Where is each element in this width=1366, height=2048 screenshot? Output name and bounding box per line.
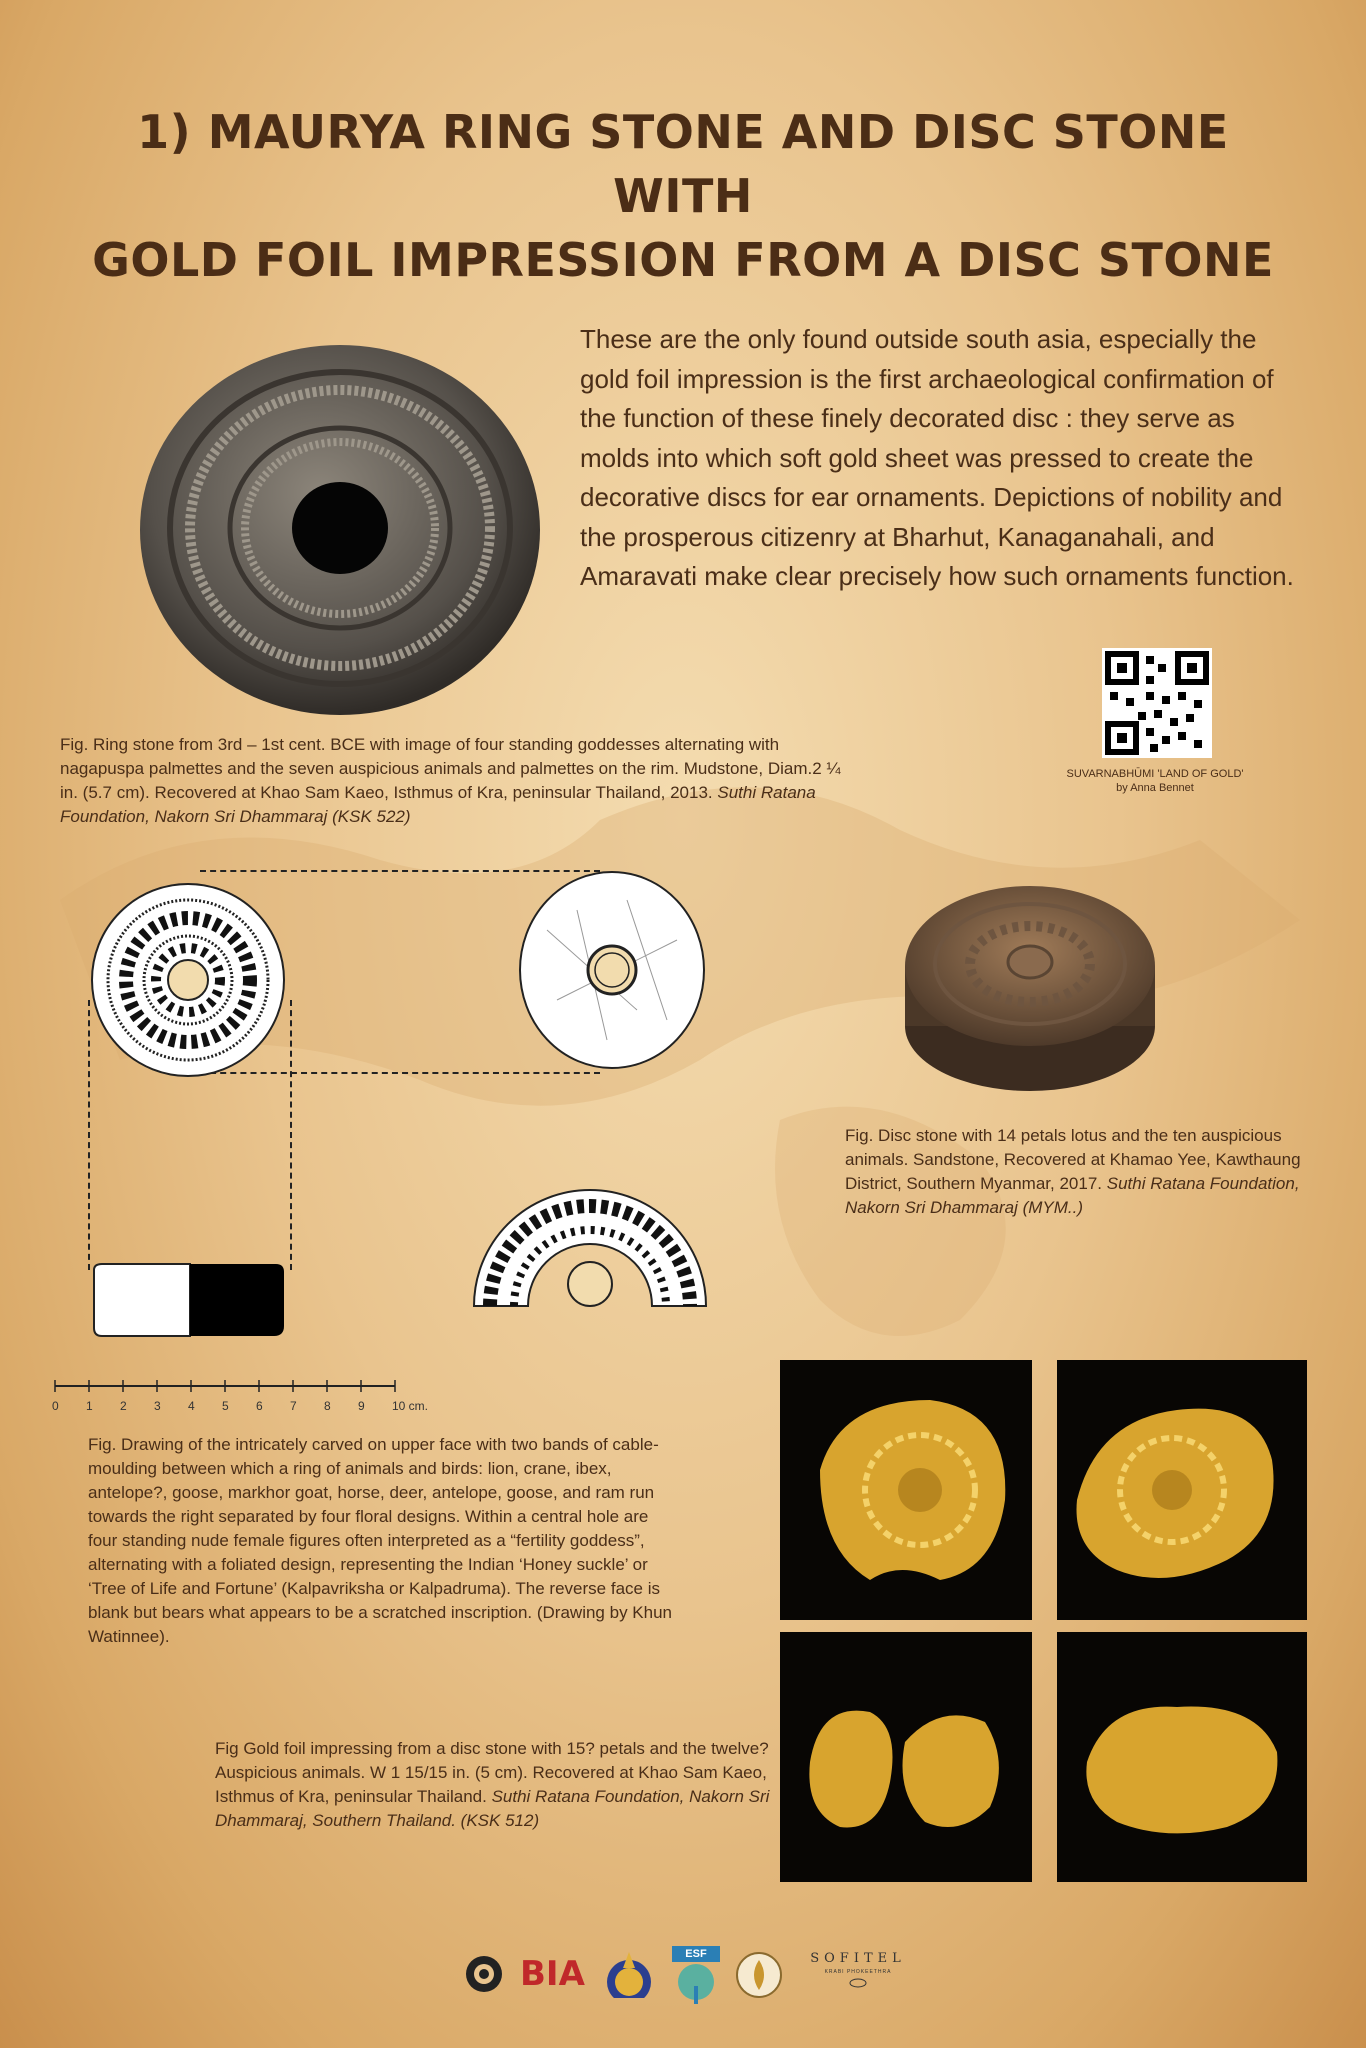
university-seal-icon bbox=[602, 1950, 656, 1998]
esf-tree-icon bbox=[672, 1962, 720, 2006]
sofitel-emblem-icon bbox=[848, 1977, 868, 1989]
disc-stone-photo bbox=[900, 876, 1160, 1096]
title-line-2: GOLD FOIL IMPRESSION FROM A DISC STONE bbox=[92, 233, 1274, 287]
drawing-top-face bbox=[88, 880, 288, 1080]
scale-tick-label: 4 bbox=[188, 1399, 195, 1413]
ring-stone-photo bbox=[130, 340, 550, 720]
title-line-1: 1) MAURYA RING STONE AND DISC STONE WITH bbox=[137, 105, 1229, 223]
esf-logo bbox=[672, 1946, 720, 2008]
scale-tick-label: 3 bbox=[154, 1399, 161, 1413]
disc-caption-text: Fig. Disc stone with 14 petals lotus and the ten auspicious animals. Sandstone, Recovered at Khamao Yee, Kawthaung District, Southern Myanmar, 2017. bbox=[845, 1126, 1301, 1193]
page-title bbox=[60, 100, 1306, 292]
drawing-half-section bbox=[470, 1180, 710, 1310]
gold-foil-photo-2 bbox=[1057, 1360, 1307, 1620]
scale-tick-label: 0 bbox=[52, 1399, 59, 1413]
scale-tick-label: 8 bbox=[324, 1399, 331, 1413]
scale-tick-label: 9 bbox=[358, 1399, 365, 1413]
gold-foil-photo-3 bbox=[780, 1632, 1032, 1882]
crest-logo-icon bbox=[734, 1950, 784, 1998]
gold-foil-photo-1 bbox=[780, 1360, 1032, 1620]
gold-caption-credit: Suthi Ratana Foundation, Nakorn Sri Dhammaraj, Southern Thailand. (KSK 512) bbox=[215, 1787, 770, 1830]
ring-caption-text: Fig. Ring stone from 3rd – 1st cent. BCE with image of four standing goddesses alternating with nagapuspa palmettes and the seven auspicious animals and palmettes on the rim. Mudstone, Diam.2 ¼ in. (5.7 cm). Recovered at Khao Sam Kaeo, Isthmus of Kra, peninsular Thailand, 2013. bbox=[60, 735, 841, 802]
gold-foil-photo-4 bbox=[1057, 1632, 1307, 1882]
gold-foil-caption bbox=[215, 1737, 775, 1833]
ring-caption-credit: Suthi Ratana Foundation, Nakorn Sri Dhammaraj (KSK 522) bbox=[60, 783, 816, 826]
sofitel-sub-text: KRABI PHOKEETHRA bbox=[824, 1969, 892, 1975]
scale-ticks bbox=[52, 1380, 428, 1413]
qr-code-icon[interactable] bbox=[1102, 648, 1212, 758]
intro-paragraph: These are the only found outside south asia, especially the gold foil impression is the first archaeological confirmation of the function of these finely decorated disc : they serve as molds into which soft gold sheet was pressed to create the decorative discs for ear ornaments. Depictions of nobility and the prosperous citizenry at Bharhut, Kanaganahali, and Amaravati make clear precisely how such ornaments function. bbox=[580, 324, 1294, 591]
scale-tick-label: 1 bbox=[86, 1399, 93, 1413]
disc-caption-credit: Suthi Ratana Foundation, Nakorn Sri Dhammaraj (MYM..) bbox=[845, 1174, 1300, 1217]
scale-tick-label: 6 bbox=[256, 1399, 263, 1413]
bia-logo: BIA bbox=[520, 1954, 585, 1994]
drawing-reverse-face bbox=[517, 870, 707, 1070]
esf-logo-text: ESF bbox=[672, 1946, 720, 1962]
scale-bar bbox=[50, 1378, 450, 1416]
drawing-caption: Fig. Drawing of the intricately carved on upper face with two bands of cable-moulding between which a ring of animals and birds: lion, crane, ibex, antelope?, goose, markhor goat, horse, deer, antelope, goose, and ram run towards the right separated by four floral designs. Within a central hole are four standing nude female figures often interpreted as a “fertility goddess”, alternating with a foliated design, representing the Indian ‘Honey suckle’ or ‘Tree of Life and Fortune’ (Kalpavriksha or Kalpadruma). The reverse face is blank but bears what appears to be a scratched inscription. (Drawing by Khun Watinnee). bbox=[88, 1435, 672, 1646]
gold-caption-text: Fig Gold foil impressing from a disc stone with 15? petals and the twelve? Auspicious animals. W 1 15/15 in. (5 cm). Recovered at Khao Sam Kaeo, Isthmus of Kra, peninsular Thailand. bbox=[215, 1739, 769, 1806]
scale-tick-label: 5 bbox=[222, 1399, 229, 1413]
sofitel-logo bbox=[798, 1950, 918, 1998]
qr-caption: SUVARNABHŪMI 'LAND OF GOLD' by Anna Bennet bbox=[1066, 768, 1244, 794]
sofitel-logo-text: SOFITEL bbox=[810, 1951, 906, 1966]
disc-stone-caption bbox=[845, 1124, 1325, 1220]
scale-tick-label: 7 bbox=[290, 1399, 297, 1413]
ring-stone-caption bbox=[60, 733, 860, 829]
scale-tick-label: 2 bbox=[120, 1399, 127, 1413]
foundation-logo-icon bbox=[464, 1950, 504, 1998]
scale-tick-label: 10 cm. bbox=[392, 1399, 429, 1413]
drawing-section-view bbox=[90, 1262, 290, 1338]
